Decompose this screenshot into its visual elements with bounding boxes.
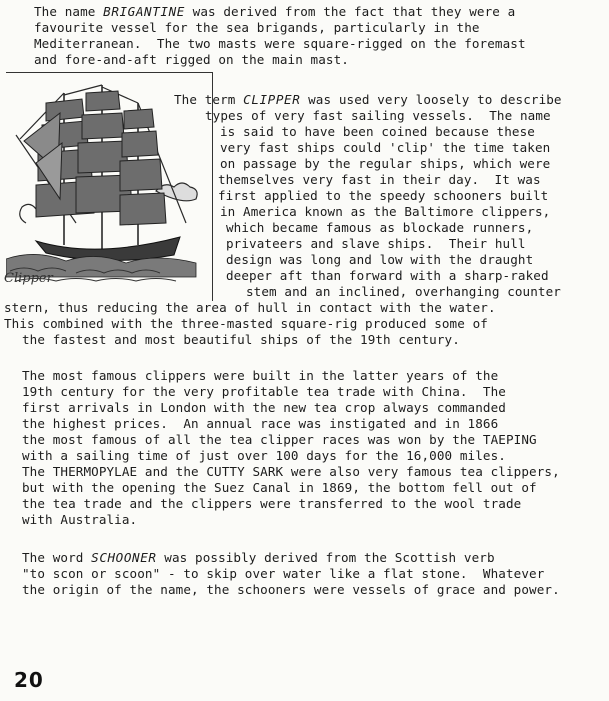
schooner-line-3: the origin of the name, the schooners were vessels of grace and power.	[22, 582, 560, 597]
clipper-line-11: design was long and low with the draught	[226, 252, 534, 267]
clipper-line-7: first applied to the speedy schooners built	[218, 188, 549, 203]
text-segment: was possibly derived from the Scottish verb	[156, 550, 495, 565]
text-segment: The name	[34, 4, 104, 19]
brigantine-line-2: favourite vessel for the sea brigands, particularly in the	[34, 20, 480, 35]
clipper-line-14: stern, thus reducing the area of hull in contact with the water.	[4, 300, 496, 315]
clipper-line-16: the fastest and most beautiful ships of the 19th century.	[22, 332, 460, 347]
clipper-line-4: very fast ships could 'clip' the time taken	[220, 140, 551, 155]
clipper-line-9: which became famous as blockade runners,	[226, 220, 534, 235]
famous-line-5: the most famous of all the tea clipper races was won by the TAEPING	[22, 432, 537, 447]
famous-line-7: The THERMOPYLAE and the CUTTY SARK were also very famous tea clippers,	[22, 464, 560, 479]
term-schooner: SCHOONER	[91, 550, 157, 565]
famous-line-1: The most famous clippers were built in the latter years of the	[22, 368, 499, 383]
text-segment: The word	[22, 550, 92, 565]
famous-line-2: 19th century for the very profitable tea trade with China. The	[22, 384, 506, 399]
famous-line-8: but with the opening the Suez Canal in 1869, the bottom fell out of	[22, 480, 537, 495]
clipper-line-13: stem and an inclined, overhanging counter	[246, 284, 561, 299]
famous-line-6: with a sailing time of just over 100 days for the 16,000 miles.	[22, 448, 506, 463]
text-segment: was derived from the fact that they were a	[184, 4, 516, 19]
term-brigantine: BRIGANTINE	[103, 4, 185, 19]
page-number: 20	[14, 668, 44, 692]
text-segment: was used very loosely to describe	[300, 92, 562, 107]
schooner-line-2: "to scon or scoon" - to skip over water like a flat stone. Whatever	[22, 566, 545, 581]
famous-line-10: with Australia.	[22, 512, 138, 527]
term-clipper: CLIPPER	[243, 92, 301, 107]
clipper-line-5: on passage by the regular ships, which were	[220, 156, 551, 171]
clipper-line-10: privateers and slave ships. Their hull	[226, 236, 526, 251]
clipper-line-6: themselves very fast in their day. It was	[218, 172, 541, 187]
illustration-caption: Clipper	[4, 271, 53, 286]
brigantine-line-4: and fore-and-aft rigged on the main mast.	[34, 52, 349, 67]
clipper-line-1	[174, 92, 562, 108]
clipper-line-3: is said to have been coined because these	[220, 124, 535, 139]
text-segment: The term	[174, 92, 244, 107]
famous-line-9: the tea trade and the clippers were transferred to the wool trade	[22, 496, 522, 511]
clipper-line-15: This combined with the three-masted square-rig produced some of	[4, 316, 488, 331]
brigantine-line-3: Mediterranean. The two masts were square-rigged on the foremast	[34, 36, 526, 51]
clipper-line-8: in America known as the Baltimore clippers,	[220, 204, 551, 219]
clipper-line-12: deeper aft than forward with a sharp-raked	[226, 268, 549, 283]
schooner-line-1	[22, 550, 495, 566]
famous-line-4: the highest prices. An annual race was instigated and in 1866	[22, 416, 499, 431]
clipper-line-2: types of very fast sailing vessels. The name	[205, 108, 551, 123]
famous-line-3: first arrivals in London with the new tea crop always commanded	[22, 400, 506, 415]
brigantine-line-1	[34, 4, 515, 20]
